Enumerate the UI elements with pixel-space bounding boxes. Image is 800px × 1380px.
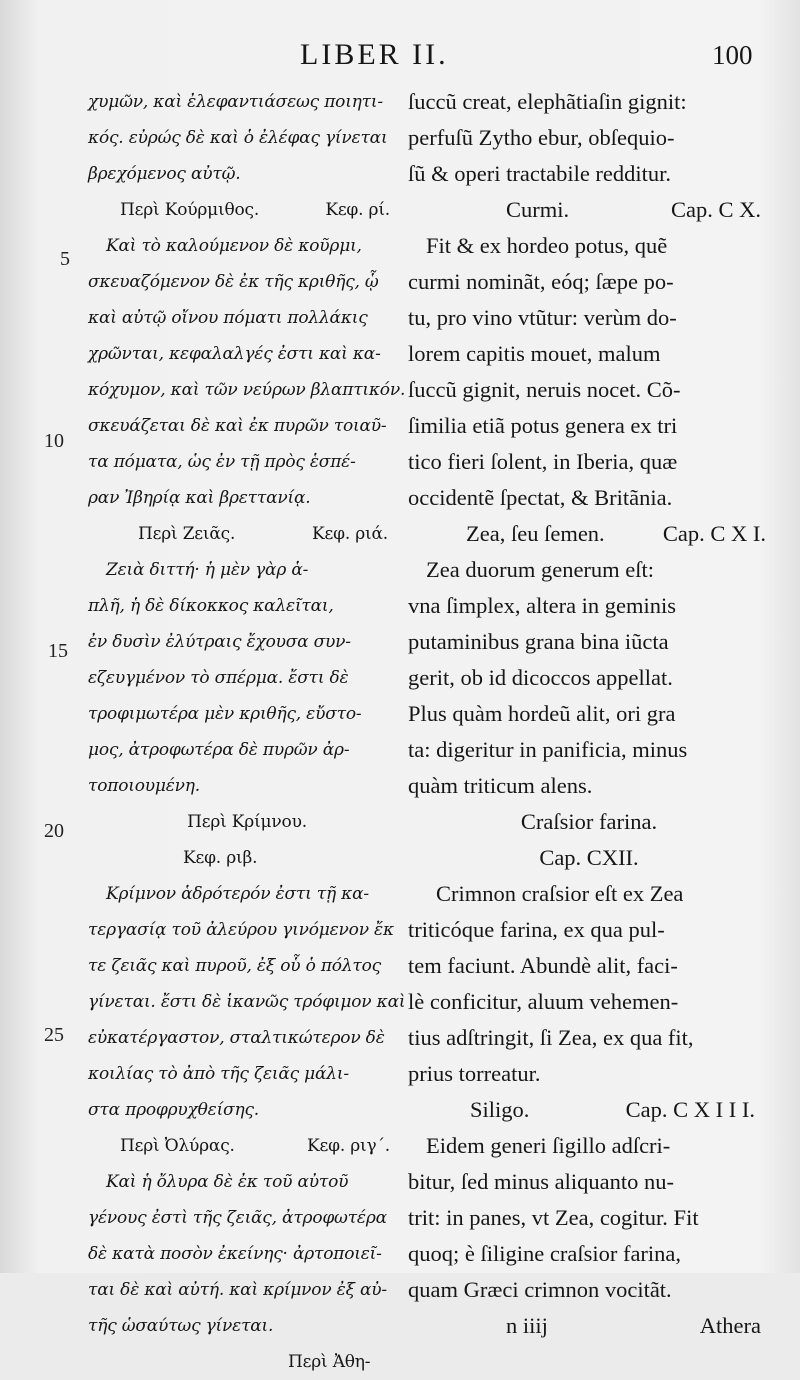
heading-title: Siligo. bbox=[470, 1097, 530, 1122]
greek-text-line: κός. εὐρώς δὲ καὶ ὁ ἐλέφας γίνεται bbox=[88, 128, 388, 148]
greek-text-line: πλῆ, ἡ δὲ δίκοκκος καλεῖται, bbox=[88, 596, 334, 616]
latin-text-line: quàm triticum alens. bbox=[408, 773, 593, 798]
greek-text-line: γένους ἐστὶ τῆς ζειᾶς, ἀτροφωτέρα bbox=[88, 1208, 387, 1228]
heading-title: Περὶ Κούρμιθος. bbox=[120, 200, 260, 220]
latin-chapter-heading bbox=[466, 516, 766, 552]
heading-title: Περὶ Ζειᾶς. bbox=[138, 524, 236, 544]
running-head: LIBER II. bbox=[300, 38, 449, 71]
greek-text-line: εζευγμένον τὸ σπέρμα. ἔστι δὲ bbox=[88, 668, 349, 688]
latin-chapter-heading bbox=[506, 192, 761, 228]
greek-text-line: ἐν δυσὶν ἐλύτραις ἔχουσα συν- bbox=[88, 632, 351, 652]
greek-text-line: χρῶνται, κεφαλαλγές ἐστι καὶ κα- bbox=[88, 344, 381, 364]
latin-chapter-heading: Craſsior farina. bbox=[520, 809, 658, 834]
greek-text-line: τα πόματα, ὡς ἐν τῇ πρὸς ἑσπέ- bbox=[88, 452, 356, 472]
greek-text-line: Καὶ τὸ καλούμενον δὲ κοῦρμι, bbox=[106, 236, 362, 256]
heading-chapter: Cap. C X. bbox=[671, 197, 761, 222]
heading-chapter: Κεφ. ρί. bbox=[325, 200, 390, 220]
latin-text-line: triticóque farina, ex qua pul- bbox=[408, 917, 665, 942]
greek-chapter-heading: Περὶ Κρίμνου. bbox=[187, 812, 307, 832]
heading-chapter: Κεφ. ριά. bbox=[312, 524, 388, 544]
greek-text-line: σκευαζόμενον δὲ ἐκ τῆς κριθῆς, ᾧ bbox=[88, 272, 379, 292]
latin-text-line: ſuccũ gignit, neruis nocet. Cõ- bbox=[408, 377, 681, 402]
greek-text-line: τῆς ὡσαύτως γίνεται. bbox=[88, 1316, 274, 1336]
latin-chapter-number: Cap. CXII. bbox=[539, 845, 639, 870]
greek-text-line: χυμῶν, καὶ ἐλεφαντιάσεως ποιητι- bbox=[88, 92, 383, 112]
greek-text-line: τροφιμωτέρα μὲν κριθῆς, εὔστο- bbox=[88, 704, 362, 724]
page-footer bbox=[506, 1308, 761, 1344]
latin-text-line: tius adſtringit, ſi Zea, ex qua fit, bbox=[408, 1025, 694, 1050]
latin-text-line: Plus quàm hordeũ alit, ori gra bbox=[408, 701, 676, 726]
heading-chapter: Κεφ. ριγ΄. bbox=[307, 1136, 390, 1156]
greek-text-line: τε ζειᾶς καὶ πυροῦ, ἐξ οὗ ὁ πόλτος bbox=[88, 956, 381, 976]
page-number: 100 bbox=[712, 40, 753, 70]
latin-text-line: tu, pro vino vtũtur: verùm do- bbox=[408, 305, 677, 330]
greek-chapter-heading bbox=[120, 1128, 390, 1164]
latin-text-line: Fit & ex hordeo potus, quẽ bbox=[426, 233, 668, 258]
heading-chapter: Cap. C X I I I. bbox=[625, 1097, 755, 1122]
greek-text-line: δὲ κατὰ ποσὸν ἐκείνης· ἀρτοποιεῖ- bbox=[88, 1244, 382, 1264]
greek-chapter-number: Κεφ. ριβ. bbox=[183, 848, 258, 868]
heading-chapter: Cap. C X I. bbox=[662, 521, 766, 546]
catchword: Athera bbox=[699, 1313, 761, 1338]
heading-title: Curmi. bbox=[506, 197, 570, 222]
latin-text-line: putaminibus grana bina iũcta bbox=[408, 629, 669, 654]
margin-line-number: 5 bbox=[60, 248, 70, 270]
margin-line-number: 20 bbox=[44, 820, 64, 842]
greek-chapter-heading bbox=[138, 516, 388, 552]
greek-text-line: στα προφρυχθείσης. bbox=[88, 1100, 259, 1120]
signature-mark: n iiij bbox=[506, 1313, 548, 1338]
latin-text-line: lè conficitur, aluum vehemen- bbox=[408, 989, 679, 1014]
latin-text-line: prius torreatur. bbox=[408, 1061, 541, 1086]
latin-text-line: bitur, ſed minus aliquanto nu- bbox=[408, 1169, 674, 1194]
greek-text-line: κοιλίας τὸ ἀπὸ τῆς ζειᾶς μάλι- bbox=[88, 1064, 349, 1084]
margin-line-number: 10 bbox=[44, 430, 64, 452]
latin-text-line: ta: digeritur in panificia, minus bbox=[408, 737, 688, 762]
latin-text-line: curmi nominãt, eóq; ſæpe po- bbox=[408, 269, 674, 294]
catchword: Περὶ Ἀθη- bbox=[288, 1352, 371, 1372]
latin-text-line: vna ſimplex, altera in geminis bbox=[408, 593, 677, 618]
greek-text-line: Κρίμνον ἁδρότερόν ἐστι τῇ κα- bbox=[106, 884, 369, 904]
latin-text-line: Eidem generi ſigillo adſcri- bbox=[426, 1133, 671, 1158]
greek-text-line: ραν Ἰβηρίᾳ καὶ βρεττανίᾳ. bbox=[88, 488, 311, 508]
latin-text-line: quam Græci crimnon vocitãt. bbox=[408, 1277, 672, 1302]
latin-text-line: ſũ & operi tractabile redditur. bbox=[408, 161, 672, 186]
page-header bbox=[0, 38, 800, 78]
greek-text-line: κόχυμον, καὶ τῶν νεύρων βλαπτικόν. bbox=[88, 380, 406, 400]
greek-text-line: γίνεται. ἔστι δὲ ἱκανῶς τρόφιμον καὶ bbox=[88, 992, 406, 1012]
latin-text-line: tico fieri ſolent, in Iberia, quæ bbox=[408, 449, 678, 474]
margin-line-number: 15 bbox=[48, 640, 68, 662]
greek-text-line: τοποιουμένη. bbox=[88, 776, 200, 796]
latin-chapter-heading bbox=[470, 1092, 755, 1128]
greek-text-line: τεργασίᾳ τοῦ ἀλεύρου γινόμενον ἔκ bbox=[88, 920, 394, 940]
greek-text-line: μος, ἀτροφωτέρα δὲ πυρῶν ἀρ- bbox=[88, 740, 350, 760]
greek-text-line: εὐκατέργαστον, σταλτικώτερον δὲ bbox=[88, 1028, 385, 1048]
latin-text-line: occidentẽ ſpectat, & Britãnia. bbox=[408, 485, 673, 510]
greek-text-line: βρεχόμενος αὐτῷ. bbox=[88, 164, 241, 184]
latin-text-line: lorem capitis mouet, malum bbox=[408, 341, 661, 366]
greek-text-line: Ζειὰ διττή· ἡ μὲν γὰρ ἁ- bbox=[106, 560, 309, 580]
latin-text-line: Zea duorum generum eſt: bbox=[426, 557, 655, 582]
latin-text-line: perfuſũ Zytho ebur, obſequio- bbox=[408, 125, 675, 150]
margin-line-number: 25 bbox=[44, 1024, 64, 1046]
greek-text-line: καὶ αὐτῷ οἴνου πόματι πολλάκις bbox=[88, 308, 368, 328]
latin-text-line: tem faciunt. Abundè alit, faci- bbox=[408, 953, 678, 978]
latin-text-line: ſimilia etiã potus genera ex tri bbox=[408, 413, 678, 438]
latin-text-line: quoq; è ſiligine craſsior farina, bbox=[408, 1241, 682, 1266]
latin-text-line: gerit, ob id dicoccos appellat. bbox=[408, 665, 673, 690]
latin-text-line: trit: in panes, vt Zea, cogitur. Fit bbox=[408, 1205, 699, 1230]
heading-title: Περὶ Ὀλύρας. bbox=[120, 1136, 235, 1156]
greek-text-line: σκευάζεται δὲ καὶ ἐκ πυρῶν τοιαῦ- bbox=[88, 416, 387, 436]
latin-text-line: ſuccũ creat, elephãtiaſin gignit: bbox=[408, 89, 687, 114]
heading-title: Zea, ſeu ſemen. bbox=[466, 521, 605, 546]
greek-text-line: ται δὲ καὶ αὐτή. καὶ κρίμνον ἐξ αὐ- bbox=[88, 1280, 387, 1300]
greek-text-line: Καὶ ἡ ὄλυρα δὲ ἐκ τοῦ αὐτοῦ bbox=[106, 1172, 349, 1192]
latin-text-line: Crimnon craſsior eſt ex Zea bbox=[436, 881, 684, 906]
greek-chapter-heading bbox=[120, 192, 390, 228]
